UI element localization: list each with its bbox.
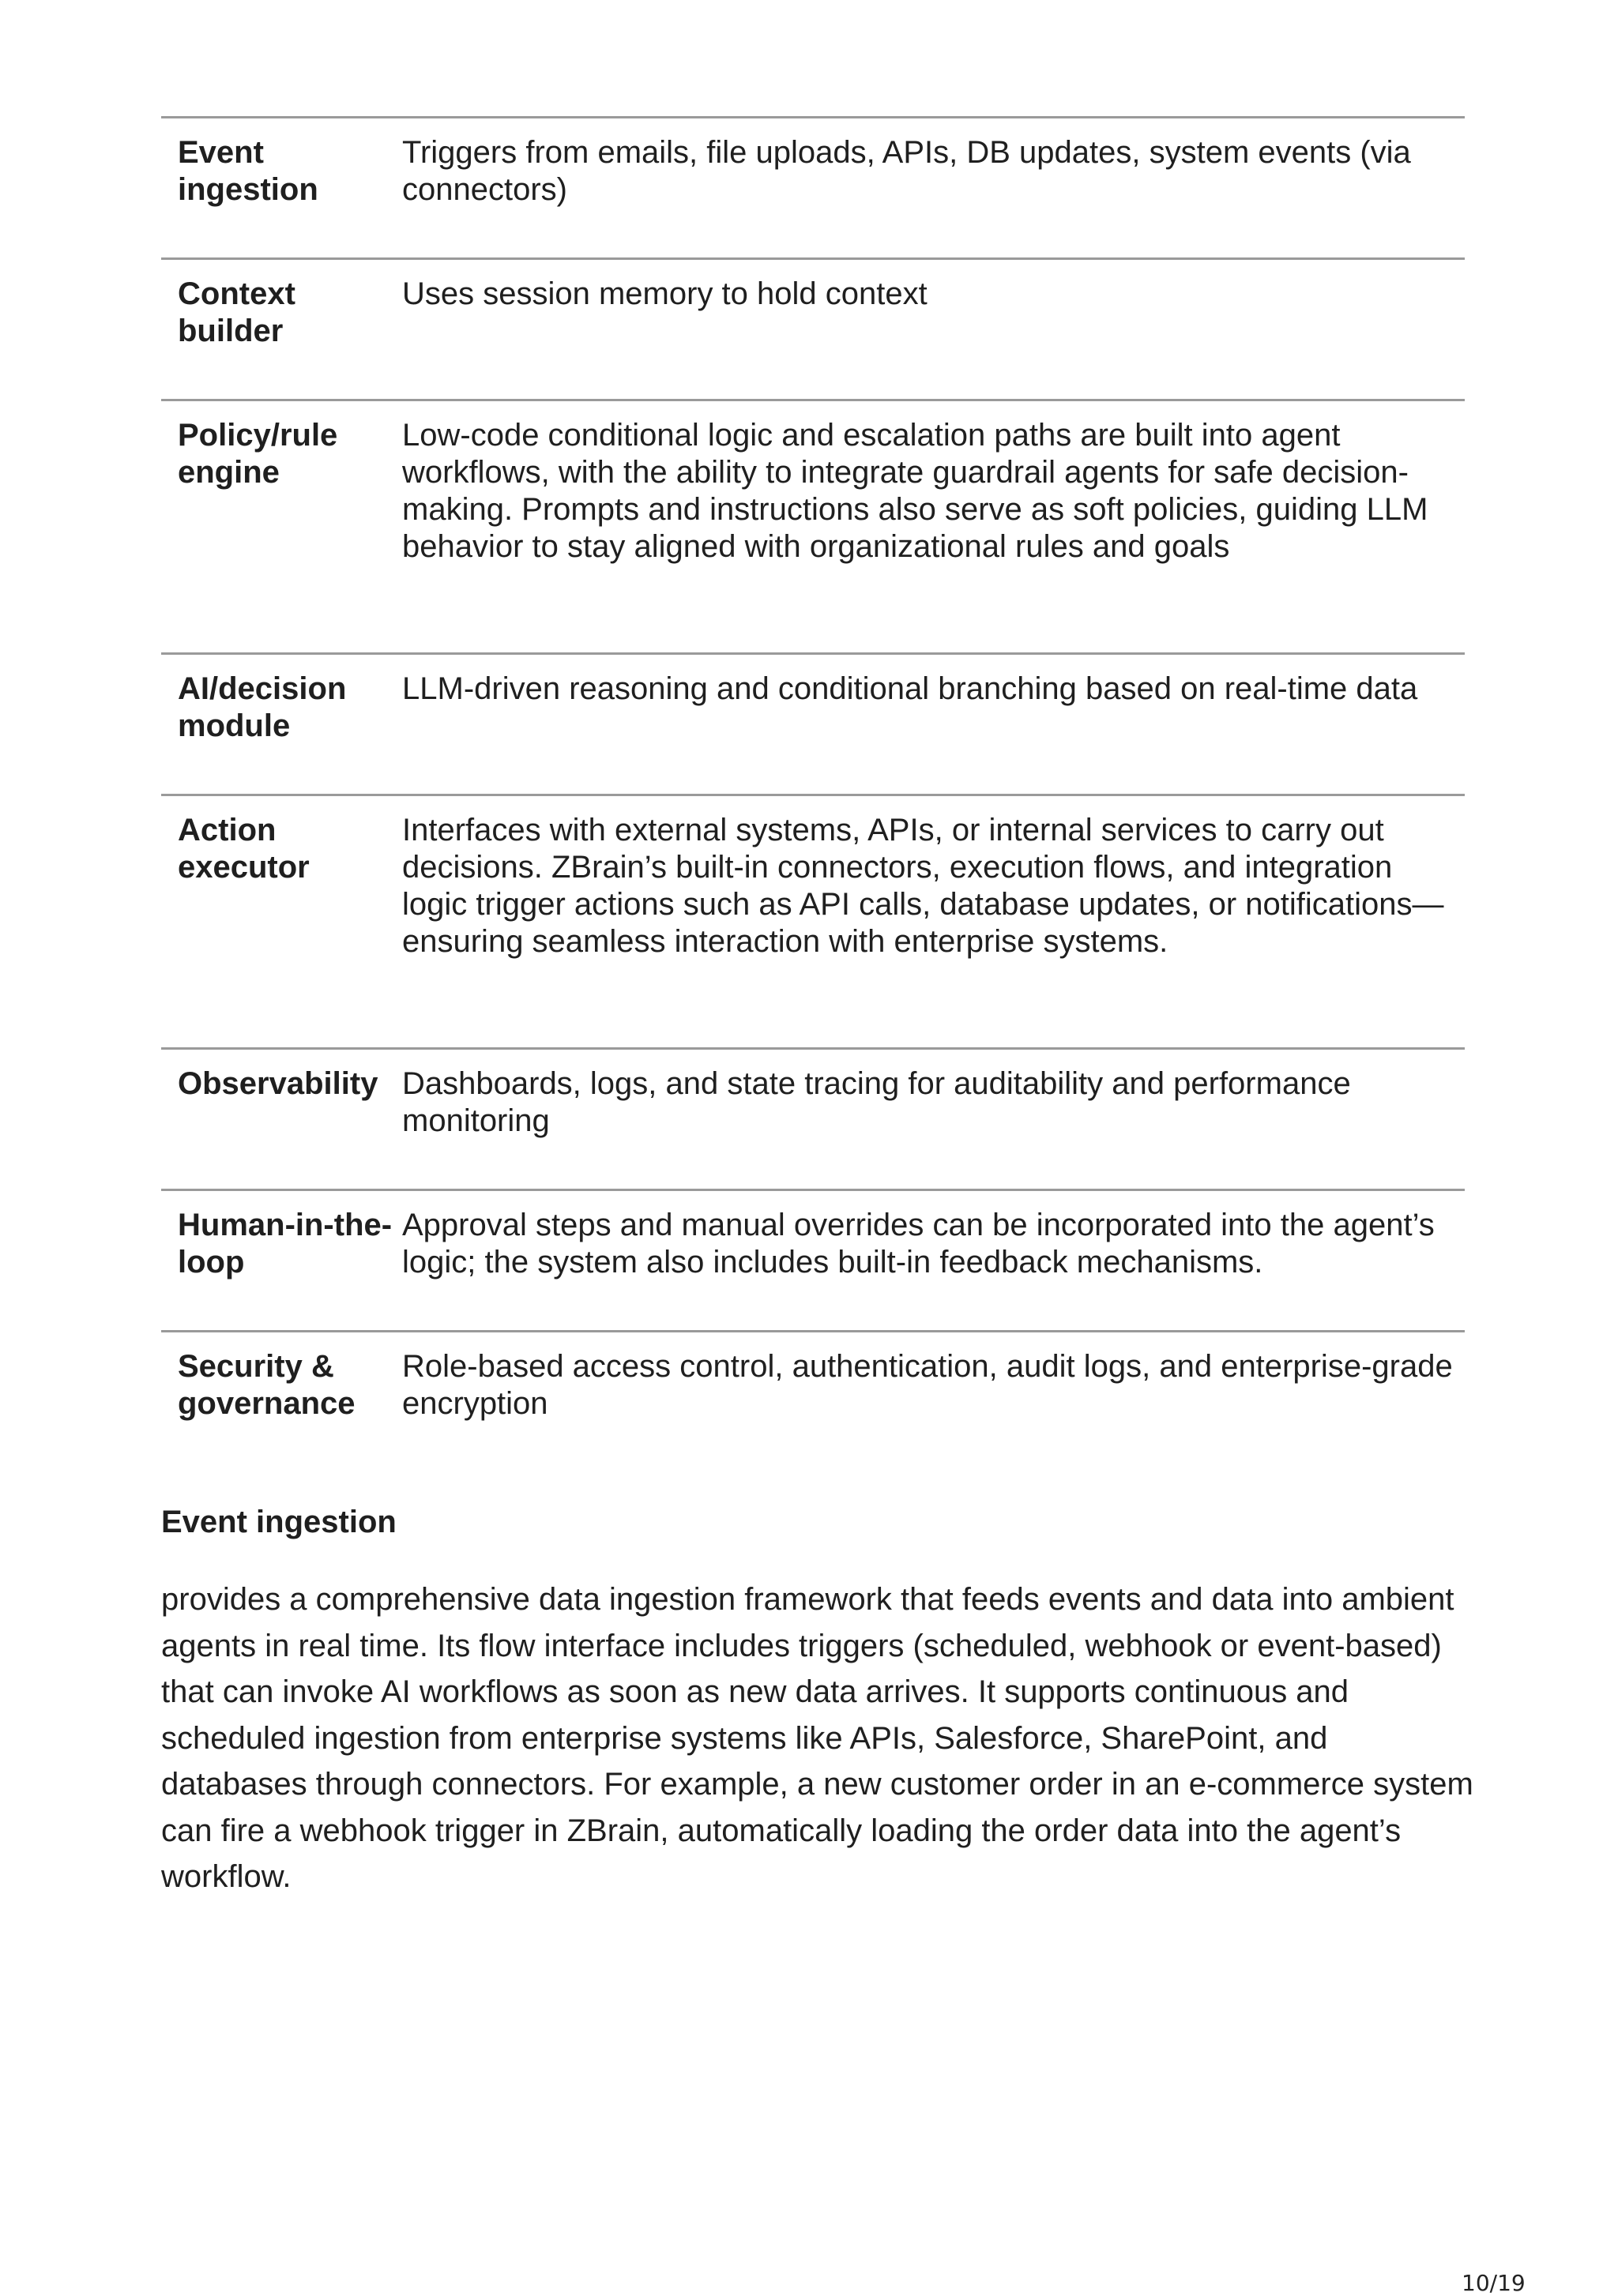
row-description: Approval steps and manual overrides can be incorporated into the agent’s logic; the system also includes built-in feedback mechanisms.: [402, 1208, 1435, 1280]
body-paragraph: provides a comprehensive data ingestion framework that feeds events and data into ambient agents in real time. Its flow interface includes triggers (scheduled, webhook or event-based) that can invoke AI workflows as soon as new data arrives. It supports continuous and scheduled ingestion from enterprise systems like APIs, Salesforce, SharePoint, and databases through connectors. For example, a new customer order in an e-commerce system can fire a webhook trigger in ZBrain, automatically loading the order data into the agent’s workflow.: [161, 1582, 1473, 1894]
row-term: Human-in-the-loop: [178, 1208, 393, 1280]
row-description: LLM-driven reasoning and conditional branching based on real-time data: [402, 671, 1418, 706]
row-term: Security & governance: [178, 1349, 356, 1421]
row-description: Role-based access control, authentication, audit logs, and enterprise-grade encryption: [402, 1349, 1453, 1421]
row-description: Interfaces with external systems, APIs, or internal services to carry out decisions. ZBrain’s built-in connectors, execution flows, and integration logic trigger actions such as API calls, database updates, or notifications—ensuring seamless interaction with enterprise systems.: [402, 813, 1444, 959]
row-description: Low-code conditional logic and escalation paths are built into agent workflows, with the ability to integrate guardrail agents for safe decision-making. Prompts and instructions also serve as soft policies, guiding LLM behavior to stay aligned with organizational rules and goals: [402, 418, 1428, 564]
row-term: Context builder: [178, 276, 295, 348]
page-number: 10/19: [1462, 2270, 1526, 2296]
document-page: [161, 116, 1465, 1488]
table-row: [161, 794, 1465, 1047]
row-term: Event ingestion: [178, 135, 318, 207]
row-description: Dashboards, logs, and state tracing for auditability and performance monitoring: [402, 1066, 1351, 1138]
table-row: [161, 257, 1465, 399]
components-table: [161, 116, 1465, 1488]
section-heading: Event ingestion: [161, 1505, 397, 1539]
row-term: AI/decision module: [178, 671, 347, 743]
table-row: [161, 652, 1465, 794]
row-description: Triggers from emails, file uploads, APIs, DB updates, system events (via connectors): [402, 135, 1411, 207]
table-row: [161, 1189, 1465, 1330]
row-term: Action executor: [178, 813, 310, 885]
row-term: Policy/rule engine: [178, 418, 338, 490]
table-row: [161, 1330, 1465, 1488]
row-description: Uses session memory to hold context: [402, 276, 928, 311]
table-row: [161, 1047, 1465, 1189]
table-row: [161, 116, 1465, 257]
table-row: [161, 399, 1465, 652]
row-term: Observability: [178, 1066, 378, 1101]
